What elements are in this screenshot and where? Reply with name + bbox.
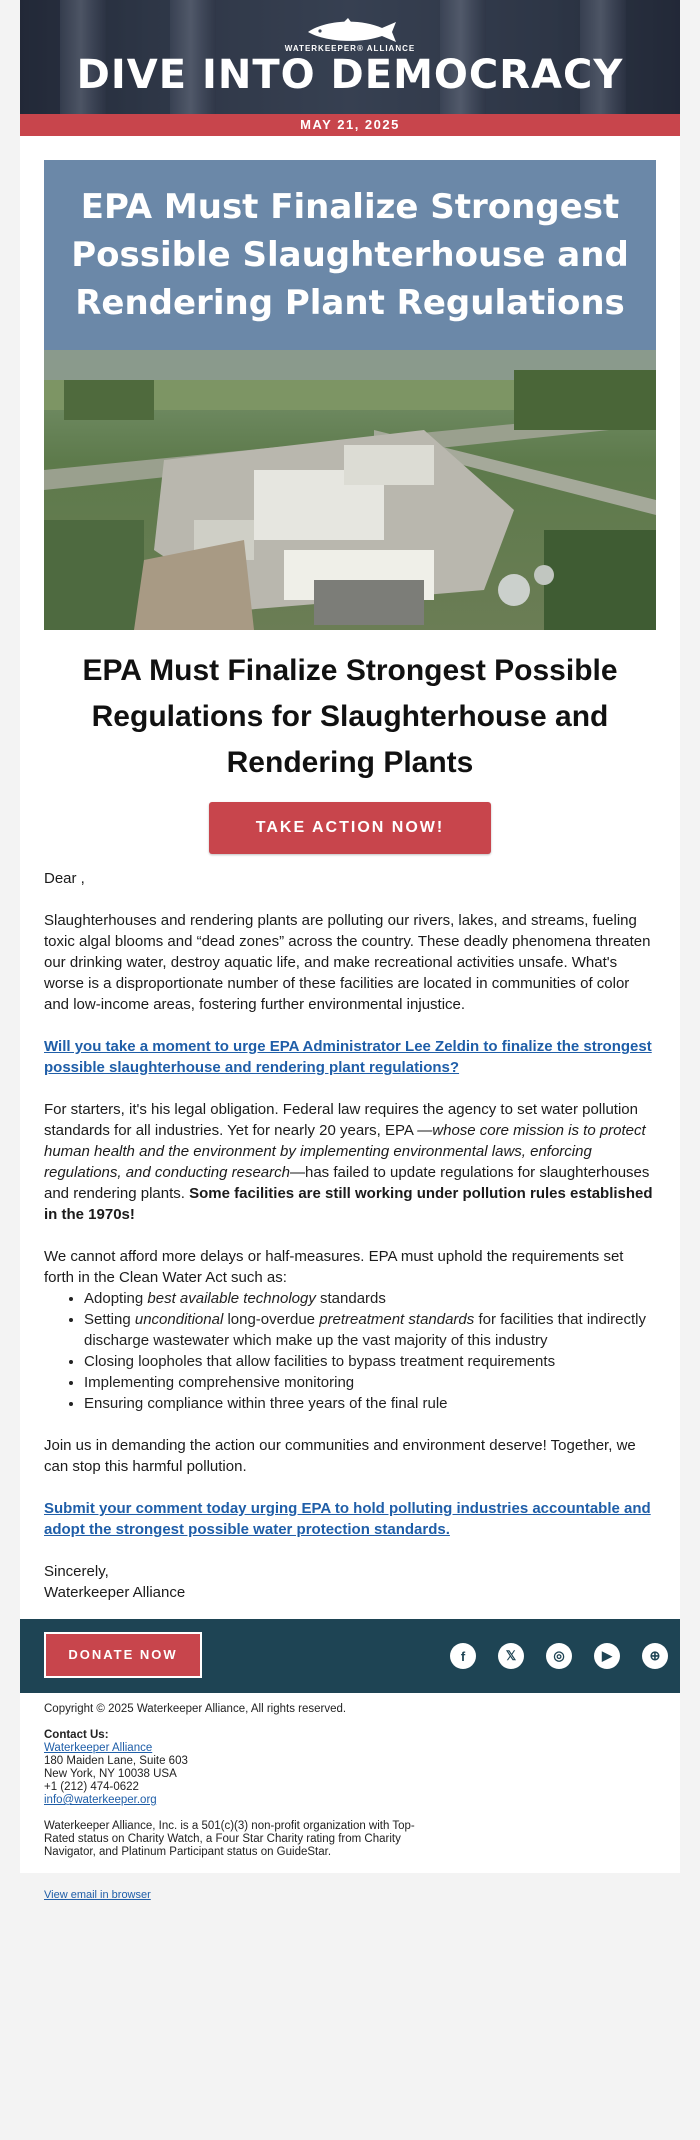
x-icon[interactable]: 𝕏	[498, 1643, 524, 1669]
main-headline: EPA Must Finalize Strongest Possible Regulations for Slaughterhouse and Rendering Plants	[82, 654, 618, 779]
hero-image[interactable]	[44, 160, 656, 630]
issue-date: MAY 21, 2025	[20, 114, 680, 136]
email-link[interactable]: info@waterkeeper.org	[44, 1794, 157, 1806]
content-card	[20, 136, 680, 1619]
join-us-paragraph: Join us in demanding the action our communities and environment deserve! Together, we can stop this harmful pollution.	[44, 1437, 636, 1475]
address-line-2: New York, NY 10038 USA	[44, 1768, 177, 1780]
list-item: • Ensuring compliance within three years of the final rule	[84, 1393, 656, 1414]
view-in-browser-link[interactable]: View email in browser	[44, 1889, 151, 1901]
urge-epa-link[interactable]: Will you take a moment to urge EPA Administrator Lee Zeldin to finalize the strongest possible slaughterhouse and rendering plant regulations?	[44, 1038, 652, 1076]
list-item: • Adopting best available technology standards	[84, 1288, 656, 1309]
greeting: Dear ,	[44, 870, 85, 887]
submit-comment-link[interactable]: Submit your comment today urging EPA to hold polluting industries accountable and adopt the strongest possible water protection standards.	[44, 1500, 651, 1538]
fish-icon	[300, 16, 400, 46]
youtube-icon[interactable]: ▶	[594, 1643, 620, 1669]
signature: Waterkeeper Alliance	[44, 1584, 186, 1601]
intro-paragraph: Slaughterhouses and rendering plants are polluting our rivers, lakes, and streams, fueling toxic algal blooms and “dead zones” across the country. These deadly phenomena threaten our drinking water, destroy aquatic life, and make recreational activities unsafe. What's worse is a disproportionate number of these facilities are located in communities of color and low-income areas, fostering further environmental injustice.	[44, 912, 651, 1013]
social-links	[450, 1643, 668, 1669]
aerial-plant-photo	[44, 350, 656, 630]
hero-title: EPA Must Finalize Strongest Possible Slaughterhouse and Rendering Plant Regulations	[71, 187, 629, 323]
website-icon[interactable]: ⊕	[642, 1643, 668, 1669]
org-link[interactable]: Waterkeeper Alliance	[44, 1742, 153, 1754]
logo-text: WATERKEEPER® ALLIANCE	[284, 44, 416, 53]
copyright: Copyright © 2025 Waterkeeper Alliance, All rights reserved.	[44, 1703, 347, 1715]
signoff: Sincerely,	[44, 1563, 109, 1580]
newsletter-title: DIVE INTO DEMOCRACY	[76, 52, 624, 98]
list-item: • Implementing comprehensive monitoring	[84, 1372, 656, 1393]
waterkeeper-logo	[20, 16, 680, 53]
contact-heading: Contact Us:	[44, 1729, 109, 1741]
legal-obligation-paragraph: For starters, it's his legal obligation. Federal law requires the agency to set water pollution standards for all industries. Yet for nearly 20 years, EPA —whose core mission is to protect human health and the environment by implementing environmental laws, enforcing regulations, and conducting research—has failed to update regulations for slaughterhouses and rendering plants. Some facilities are still working under pollution rules established in the 1970s!	[44, 1101, 653, 1223]
legal-section	[20, 1693, 680, 1873]
phone: +1 (212) 474-0622	[44, 1781, 139, 1793]
instagram-icon[interactable]: ◎	[546, 1643, 572, 1669]
view-in-browser	[20, 1873, 680, 1917]
email-container	[20, 0, 680, 1917]
donate-button[interactable]: DONATE NOW	[44, 1632, 202, 1678]
requirements-list	[44, 1288, 656, 1414]
list-item: • Closing loopholes that allow facilities to bypass treatment requirements	[84, 1351, 656, 1372]
nonprofit-statement: Waterkeeper Alliance, Inc. is a 501(c)(3) non-profit organization with Top-Rated status on Charity Watch, a Four Star Charity rating from Charity Navigator, and Platinum Participant status on GuideStar.	[44, 1820, 415, 1858]
list-item: • Setting unconditional long-overdue pretreatment standards for facilities that indirectly discharge wastewater which make up the vast majority of this industry	[84, 1309, 656, 1351]
facebook-icon[interactable]: f	[450, 1643, 476, 1669]
header-banner	[20, 0, 680, 114]
footer-bar	[20, 1619, 680, 1693]
clean-water-act-paragraph: We cannot afford more delays or half-measures. EPA must uphold the requirements set forth in the Clean Water Act such as:	[44, 1248, 624, 1286]
address-line-1: 180 Maiden Lane, Suite 603	[44, 1755, 188, 1767]
take-action-button[interactable]: TAKE ACTION NOW!	[209, 802, 491, 854]
